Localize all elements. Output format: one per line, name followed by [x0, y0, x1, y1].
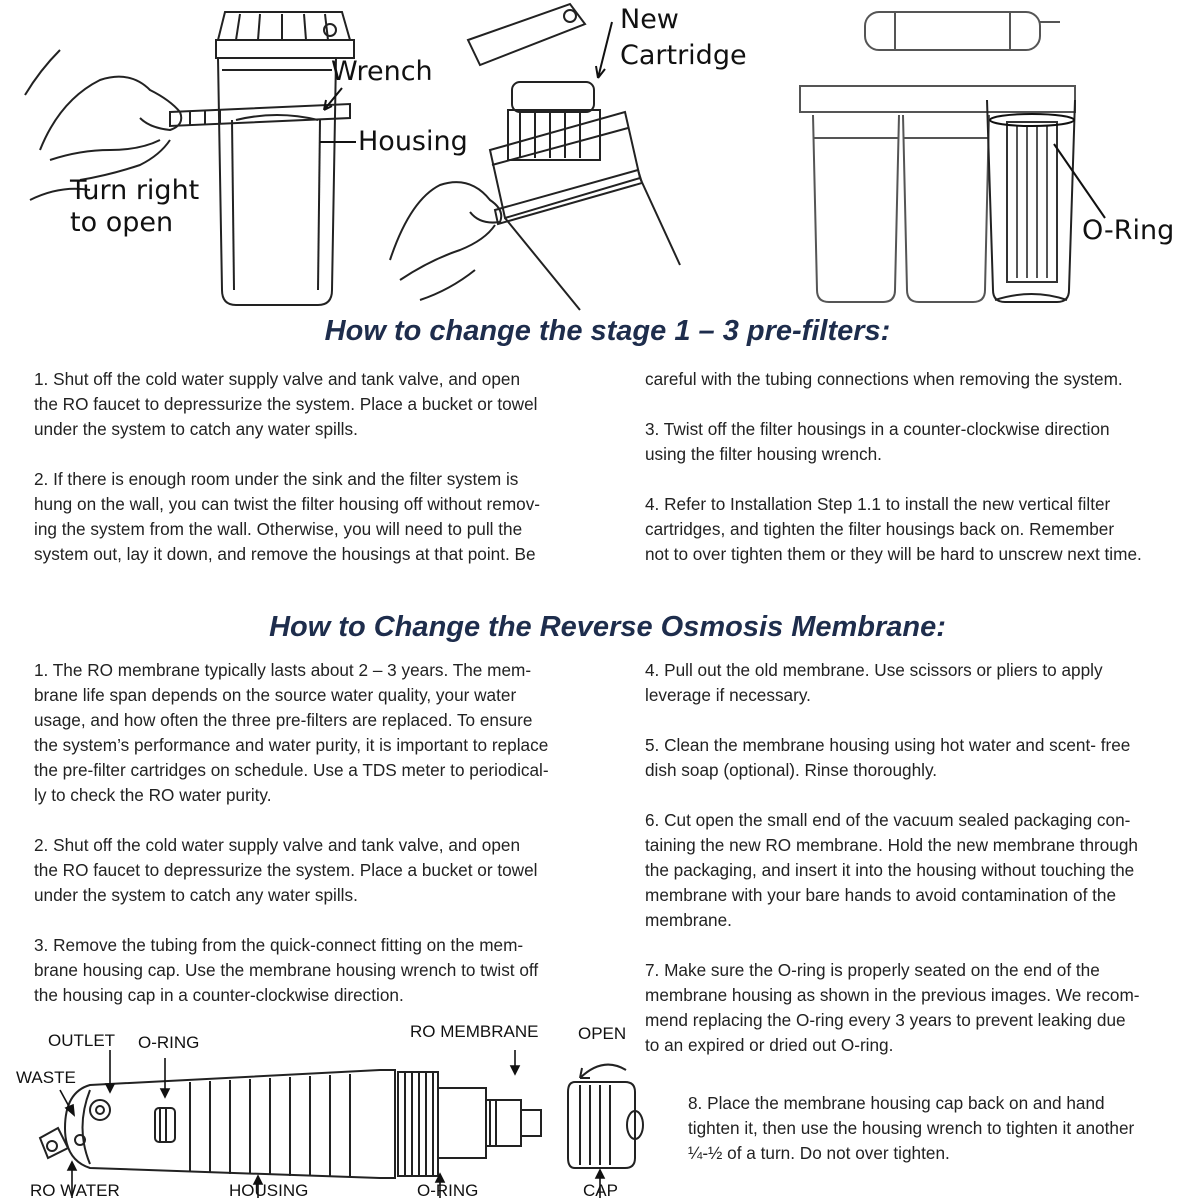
prefilters-step-1	[34, 367, 589, 442]
membrane-step-1	[34, 658, 589, 808]
turn-right-label	[70, 175, 199, 240]
text-line: ¼-½ of a turn. Do not over tighten.	[688, 1143, 950, 1163]
membrane-step-4	[645, 658, 1200, 708]
membrane-step-6	[645, 808, 1200, 933]
housing-label: Housing	[358, 126, 468, 157]
diagram-cap-label: CAP	[583, 1181, 618, 1200]
prefilters-step-2	[34, 467, 589, 567]
text-line: using the filter housing wrench.	[645, 444, 882, 464]
diagram-housing-label: HOUSING	[229, 1181, 309, 1200]
membrane-heading: How to Change the Reverse Osmosis Membrane:	[269, 611, 946, 643]
text-line: hung on the wall, you can twist the filter housing off without remov-	[34, 494, 541, 514]
membrane-step-5	[645, 733, 1200, 783]
membrane-step-2	[34, 833, 589, 908]
new-cartridge-label	[620, 2, 747, 74]
turn-right-line-2: to open	[70, 207, 174, 239]
diagram-open-label: OPEN	[578, 1024, 627, 1043]
ro-water-fitting	[40, 1128, 68, 1158]
housing-pointer	[318, 136, 358, 148]
membrane-step-3	[34, 933, 589, 1008]
prefilters-step-3	[645, 417, 1200, 467]
text-line: the pre-filter cartridges on schedule. Use a TDS meter to periodical-	[34, 760, 549, 780]
cartridge-cap	[468, 4, 585, 65]
text-line: usage, and how often the three pre-filters are replaced. To ensure	[34, 710, 533, 730]
new-cartridge-pointer	[592, 20, 620, 82]
text-line: 5. Clean the membrane housing using hot water and scent- free	[645, 735, 1131, 755]
text-line: 2. Shut off the cold water supply valve and tank valve, and open	[34, 835, 521, 855]
text-line: the system’s performance and water purity, it is important to replace	[34, 735, 549, 755]
diagram-oring-bottom-label: O-RING	[417, 1181, 479, 1200]
text-line: 8. Place the membrane housing cap back on and hand	[688, 1093, 1105, 1113]
text-line: brane life span depends on the source water quality, your water	[34, 685, 517, 705]
membrane-step-8-text	[688, 1091, 1188, 1166]
text-line: system out, lay it down, and remove the housings at that point. Be	[34, 544, 536, 564]
text-line: the RO faucet to depressurize the system. Place a bucket or towel	[34, 860, 538, 880]
text-line: 1. The RO membrane typically lasts about 2 – 3 years. The mem-	[34, 660, 532, 680]
mounting-bracket	[800, 86, 1075, 112]
prefilters-step-4	[645, 492, 1200, 567]
text-line: 6. Cut open the small end of the vacuum sealed packaging con-	[645, 810, 1131, 830]
prefilters-left-column	[34, 367, 589, 567]
new-cartridge-line-2: Cartridge	[620, 40, 747, 71]
text-line: brane housing cap. Use the membrane housing wrench to twist off	[34, 960, 539, 980]
figure-wrench-housing	[20, 0, 350, 310]
text-line: 2. If there is enough room under the sink and the filter system is	[34, 469, 519, 489]
new-cartridge-line-1: New	[620, 4, 679, 35]
diagram-ro-membrane-label: RO MEMBRANE	[410, 1022, 539, 1041]
text-line: mend replacing the O-ring every 3 years to prevent leaking due	[645, 1010, 1126, 1030]
diagram-ro-water-label: RO WATER	[30, 1181, 120, 1200]
wrench-pointer	[318, 86, 348, 116]
housing-stage-2	[903, 115, 989, 302]
text-line: cartridges, and tighten the filter housings back on. Remember	[645, 519, 1115, 539]
text-line: ing the system from the wall. Otherwise, you will need to pull the	[34, 519, 523, 539]
turn-right-line-1: Turn right	[70, 175, 200, 206]
text-line: the RO faucet to depressurize the system. Place a bucket or towel	[34, 394, 538, 414]
diagram-waste-label: WASTE	[16, 1068, 76, 1087]
text-line: 1. Shut off the cold water supply valve and tank valve, and open	[34, 369, 521, 389]
hand-2	[390, 182, 501, 260]
text-line: the housing cap in a counter-clockwise direction.	[34, 985, 404, 1005]
text-line: the packaging, and insert it into the housing without touching the	[645, 860, 1135, 880]
membrane-right-column	[645, 658, 1200, 1058]
text-line: 3. Remove the tubing from the quick-connect fitting on the mem-	[34, 935, 524, 955]
text-line: 4. Pull out the old membrane. Use scissors or pliers to apply	[645, 660, 1103, 680]
text-line: dish soap (optional). Rinse thoroughly.	[645, 760, 938, 780]
outlet-fitting	[90, 1100, 110, 1120]
hand-1	[40, 77, 181, 150]
open-arrow	[580, 1065, 626, 1078]
housing-cap-part	[568, 1082, 635, 1168]
text-line: membrane with your bare hands to avoid contamination of the	[645, 885, 1117, 905]
text-line: careful with the tubing connections when removing the system.	[645, 369, 1123, 389]
wrench-label: Wrench	[331, 56, 433, 87]
diagram-oring-top-label: O-RING	[138, 1033, 200, 1052]
text-line: under the system to catch any water spills.	[34, 885, 358, 905]
prefilters-step-2-cont	[645, 367, 1200, 392]
text-line: 3. Twist off the filter housings in a counter-clockwise direction	[645, 419, 1110, 439]
text-line: not to over tighten them or they will be hard to unscrew next time.	[645, 544, 1142, 564]
text-line: ly to check the RO water purity.	[34, 785, 272, 805]
text-line: 7. Make sure the O-ring is properly seated on the end of the	[645, 960, 1100, 980]
text-line: leverage if necessary.	[645, 685, 811, 705]
housing-stage-1	[813, 115, 899, 302]
oring-label: O-Ring	[1082, 215, 1175, 246]
prefilters-right-column	[645, 367, 1200, 567]
text-line: 4. Refer to Installation Step 1.1 to install the new vertical filter	[645, 494, 1111, 514]
membrane-step-8	[688, 1091, 1188, 1166]
membrane-housing-diagram	[20, 1050, 650, 1200]
diagram-outlet-label: OUTLET	[48, 1031, 116, 1050]
prefilters-heading: How to change the stage 1 – 3 pre-filters:	[324, 315, 891, 347]
text-line: to an expired or dried out O-ring.	[645, 1035, 894, 1055]
text-line: taining the new RO membrane. Hold the new membrane through	[645, 835, 1138, 855]
text-line: tighten it, then use the housing wrench to tighten it another	[688, 1118, 1135, 1138]
text-line: under the system to catch any water spills.	[34, 419, 358, 439]
text-line: membrane housing as shown in the previous images. We recom-	[645, 985, 1140, 1005]
membrane-step-7	[645, 958, 1200, 1058]
membrane-housing-top	[865, 12, 1040, 50]
text-line: membrane.	[645, 910, 732, 930]
wrench-strap-2	[495, 170, 642, 224]
membrane-left-column	[34, 658, 589, 1008]
oring-pointer	[1050, 140, 1110, 220]
